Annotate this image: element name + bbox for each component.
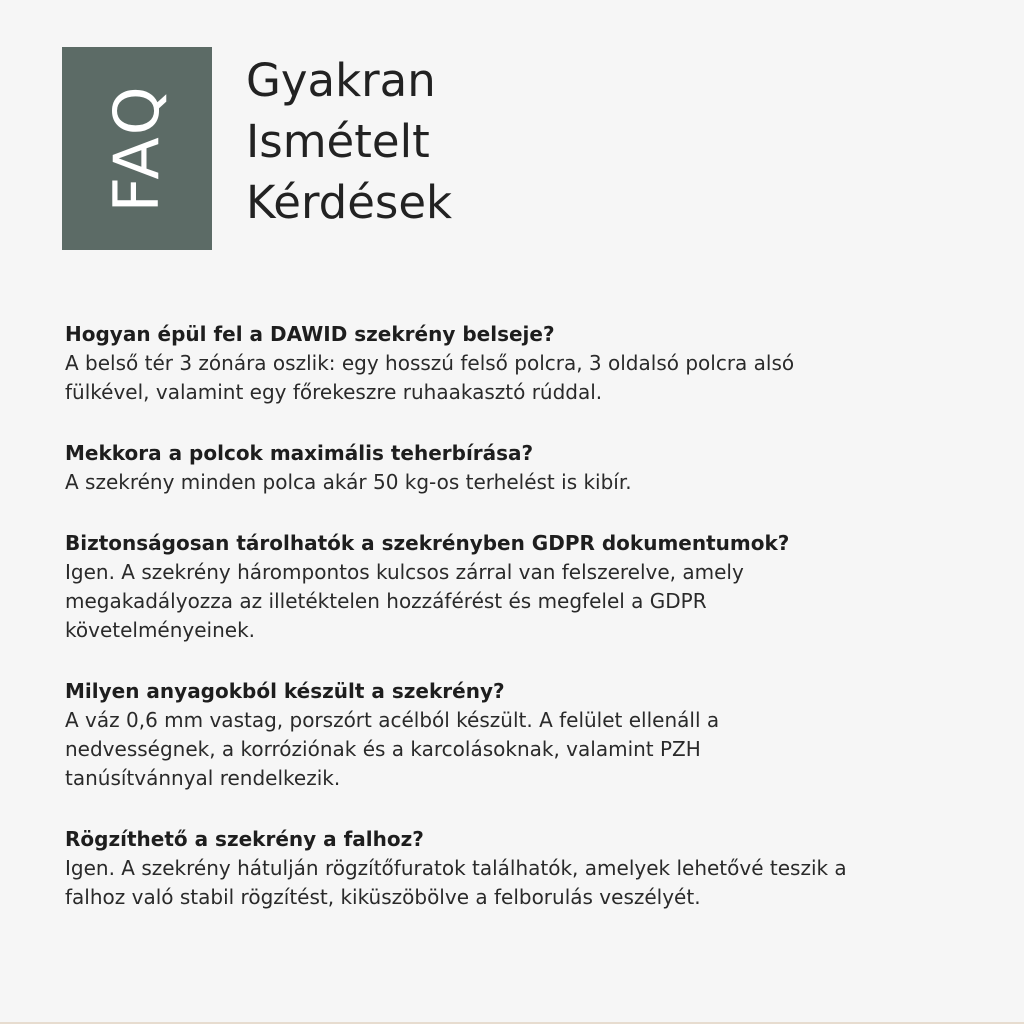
faq-question: Rögzíthető a szekrény a falhoz? [65,827,424,851]
faq-list [65,320,970,944]
faq-question: Milyen anyagokból készült a szekrény? [65,679,505,703]
faq-answer-line: falhoz való stabil rögzítést, kiküszöbölve a felborulás veszélyét. [65,885,701,909]
faq-question: Mekkora a polcok maximális teherbírása? [65,441,534,465]
faq-answer-line: nedvességnek, a korróziónak és a karcolásoknak, valamint PZH [65,737,701,761]
faq-answer [65,349,970,407]
faq-item [65,529,970,645]
faq-answer-line: követelményeinek. [65,618,256,642]
page-title-line: Kérdések [246,176,453,229]
faq-answer-line: A szekrény minden polca akár 50 kg-os terhelést is kibír. [65,470,632,494]
faq-answer-line: tanúsítvánnyal rendelkezik. [65,766,341,790]
faq-item [65,439,970,497]
faq-item [65,320,970,407]
faq-answer-line: Igen. A szekrény hárompontos kulcsos zárral van felszerelve, amely [65,560,744,584]
faq-answer-line: A váz 0,6 mm vastag, porszórt acélból készült. A felület ellenáll a [65,708,720,732]
faq-answer [65,558,970,645]
faq-answer-line: A belső tér 3 zónára oszlik: egy hosszú felső polcra, 3 oldalsó polcra alsó [65,351,795,375]
faq-question: Biztonságosan tárolhatók a szekrényben GDPR dokumentumok? [65,531,790,555]
page-title [246,50,452,233]
faq-item [65,825,970,912]
faq-answer [65,854,970,912]
faq-badge [62,47,212,250]
faq-answer-line: megakadályozza az illetéktelen hozzáférést és megfelel a GDPR [65,589,707,613]
page-title-line: Gyakran [246,54,436,107]
page-title-line: Ismételt [246,115,430,168]
faq-question: Hogyan épül fel a DAWID szekrény belseje? [65,322,555,346]
faq-item [65,677,970,793]
faq-answer-line: fülkével, valamint egy főrekeszre ruhaakasztó rúddal. [65,380,603,404]
faq-answer [65,468,970,497]
faq-badge-label: FAQ [100,83,173,213]
faq-answer [65,706,970,793]
faq-answer-line: Igen. A szekrény hátulján rögzítőfuratok találhatók, amelyek lehetővé teszik a [65,856,847,880]
